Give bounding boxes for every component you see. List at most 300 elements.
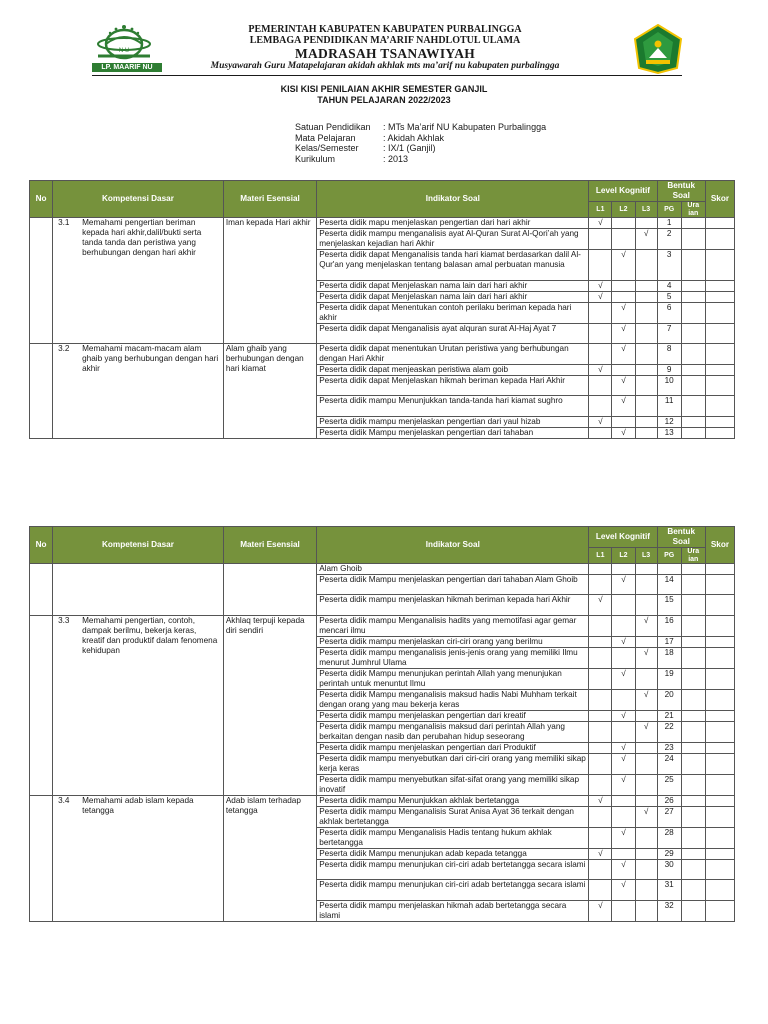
cell-indikator-soal: Peserta didik Mampu menjelaskan pengertian dari tahaban Alam Ghoib xyxy=(317,575,589,595)
cell-uraian xyxy=(681,615,705,636)
cell-level-l1: √ xyxy=(589,364,612,375)
cell-level-l1 xyxy=(589,880,612,900)
cell-level-l3 xyxy=(635,396,657,416)
letterhead-line-1: PEMERINTAH KABUPATEN KABUPATEN PURBALINGGA xyxy=(248,24,522,35)
cell-skor xyxy=(705,416,734,427)
cell-pg: 1 xyxy=(657,218,681,229)
cell-level-l3 xyxy=(635,427,657,438)
cell-level-l2: √ xyxy=(612,753,635,774)
cell-level-l2 xyxy=(612,689,635,710)
kd-text: Memahami macam-macam alam ghaib yang berhubungan dengan hari akhir xyxy=(82,343,219,373)
cell-materi-esensial: Adab islam terhadap tetangga xyxy=(223,795,316,921)
cell-level-l2: √ xyxy=(612,323,635,343)
cell-level-l3 xyxy=(635,323,657,343)
cell-pg: 13 xyxy=(657,427,681,438)
kisi-table xyxy=(29,526,735,922)
cell-uraian xyxy=(681,595,705,615)
cell-skor xyxy=(705,229,734,250)
header-uraian: Ura ian xyxy=(681,202,705,218)
cell-level-l3 xyxy=(635,774,657,795)
cell-uraian xyxy=(681,795,705,806)
cell-uraian xyxy=(681,774,705,795)
cell-skor xyxy=(705,291,734,302)
cell-no xyxy=(30,343,53,438)
cell-skor xyxy=(705,880,734,900)
header-l2: L2 xyxy=(612,548,635,564)
cell-level-l2 xyxy=(612,806,635,827)
kd-number: 3.1 xyxy=(58,218,70,227)
cell-indikator-soal: Peserta didik mampu menjelaskan pengertian dari Produktif xyxy=(317,742,589,753)
cell-uraian xyxy=(681,291,705,302)
cell-indikator-soal: Peserta didik mampu menunjukan ciri-ciri adab bertetangga secara islami xyxy=(317,880,589,900)
cell-level-l1 xyxy=(589,564,612,575)
cell-level-l2: √ xyxy=(612,827,635,848)
cell-level-l2: √ xyxy=(612,302,635,323)
cell-skor xyxy=(705,827,734,848)
cell-uraian xyxy=(681,753,705,774)
cell-indikator-soal: Peserta didik mampu menganalisis ayat Al-Quran Surat Al-Qori’ah yang menjelaskan kejadian hari Akhir xyxy=(317,229,589,250)
cell-pg: 7 xyxy=(657,323,681,343)
header-pg: PG xyxy=(657,202,681,218)
cell-level-l2: √ xyxy=(612,375,635,395)
table-row xyxy=(30,795,735,806)
table-row xyxy=(30,564,735,575)
cell-indikator-soal: Alam Ghoib xyxy=(317,564,589,575)
header-indikator-soal: Indikator Soal xyxy=(317,527,589,564)
cell-indikator-soal: Peserta didik dapat Menjelaskan nama lain dari hari akhir xyxy=(317,280,589,291)
cell-level-l2: √ xyxy=(612,575,635,595)
kd-wrap xyxy=(55,796,221,816)
cell-uraian xyxy=(681,880,705,900)
cell-level-l2: √ xyxy=(612,859,635,879)
cell-uraian xyxy=(681,636,705,647)
kd-wrap xyxy=(55,218,221,258)
header-pg: PG xyxy=(657,548,681,564)
cell-pg: 2 xyxy=(657,229,681,250)
cell-no xyxy=(30,564,53,616)
cell-skor xyxy=(705,721,734,742)
cell-pg: 27 xyxy=(657,806,681,827)
cell-uraian xyxy=(681,343,705,364)
cell-level-l3 xyxy=(635,364,657,375)
cell-level-l2 xyxy=(612,647,635,668)
cell-indikator-soal: Peserta didik mampu menjelaskan pengertian dari yaul hizab xyxy=(317,416,589,427)
cell-uraian xyxy=(681,721,705,742)
cell-indikator-soal: Peserta didik mampu Menunjukkan tanda-tanda hari kiamat sughro xyxy=(317,396,589,416)
cell-uraian xyxy=(681,742,705,753)
cell-level-l1: √ xyxy=(589,900,612,921)
cell-uraian xyxy=(681,427,705,438)
cell-skor xyxy=(705,710,734,721)
cell-level-l2 xyxy=(612,364,635,375)
cell-indikator-soal: Peserta didik mampu menjelaskan pengertian dari kreatif xyxy=(317,710,589,721)
document-header xyxy=(0,0,768,80)
identity-row xyxy=(295,143,546,154)
kemenag-logo-icon xyxy=(633,24,683,74)
cell-level-l2: √ xyxy=(612,396,635,416)
document-title xyxy=(0,84,768,106)
cell-uraian xyxy=(681,229,705,250)
cell-skor xyxy=(705,575,734,595)
header-l3: L3 xyxy=(635,202,657,218)
cell-pg: 4 xyxy=(657,280,681,291)
cell-uraian xyxy=(681,806,705,827)
identity-row xyxy=(295,154,546,165)
cell-level-l2 xyxy=(612,291,635,302)
cell-uraian xyxy=(681,250,705,281)
header-materi-esensial: Materi Esensial xyxy=(223,527,316,564)
cell-skor xyxy=(705,848,734,859)
header-indikator-soal: Indikator Soal xyxy=(317,181,589,218)
cell-level-l2 xyxy=(612,900,635,921)
cell-level-l2: √ xyxy=(612,668,635,689)
cell-pg: 18 xyxy=(657,647,681,668)
header-no: No xyxy=(30,527,53,564)
cell-uraian xyxy=(681,575,705,595)
cell-uraian xyxy=(681,302,705,323)
cell-level-l1 xyxy=(589,229,612,250)
cell-uraian xyxy=(681,218,705,229)
cell-level-l3 xyxy=(635,848,657,859)
cell-kompetensi-dasar xyxy=(53,615,224,795)
cell-uraian xyxy=(681,900,705,921)
cell-level-l3 xyxy=(635,575,657,595)
cell-kompetensi-dasar xyxy=(53,564,224,616)
cell-level-l3: √ xyxy=(635,615,657,636)
cell-level-l2 xyxy=(612,615,635,636)
identity-value: : Akidah Akhlak xyxy=(383,132,445,143)
cell-skor xyxy=(705,753,734,774)
kd-wrap xyxy=(55,616,221,656)
cell-pg: 11 xyxy=(657,396,681,416)
header-kompetensi-dasar: Kompetensi Dasar xyxy=(53,181,224,218)
cell-indikator-soal: Peserta didik mampu Menunjukkan akhlak bertetangga xyxy=(317,795,589,806)
cell-level-l2 xyxy=(612,218,635,229)
header-kompetensi-dasar: Kompetensi Dasar xyxy=(53,527,224,564)
identity-row xyxy=(295,122,546,133)
cell-level-l1 xyxy=(589,827,612,848)
cell-level-l1: √ xyxy=(589,795,612,806)
cell-uraian xyxy=(681,396,705,416)
table-row xyxy=(30,218,735,229)
cell-pg: 19 xyxy=(657,668,681,689)
cell-pg: 25 xyxy=(657,774,681,795)
cell-indikator-soal: Peserta didik mampu Menganalisis Hadis tentang hukum akhlak bertetangga xyxy=(317,827,589,848)
cell-pg xyxy=(657,564,681,575)
cell-skor xyxy=(705,302,734,323)
cell-level-l1 xyxy=(589,323,612,343)
cell-skor xyxy=(705,218,734,229)
cell-level-l3 xyxy=(635,343,657,364)
cell-uraian xyxy=(681,710,705,721)
cell-kompetensi-dasar xyxy=(53,343,224,438)
kd-text: Memahami pengertian beriman kepada hari akhir,dalil/bukti serta tanda tanda dan peristiwa yang berhubungan dengan hari akhir xyxy=(82,218,202,257)
cell-skor xyxy=(705,668,734,689)
cell-indikator-soal: Peserta didik mampu menyebutkan dari ciri-ciri orang yang memiliki sikap kerja keras xyxy=(317,753,589,774)
cell-indikator-soal: Peserta didik Mampu menunjukan perintah Allah yang menunjukan perintah untuk menuntut Ilmu xyxy=(317,668,589,689)
cell-skor xyxy=(705,364,734,375)
cell-level-l2 xyxy=(612,595,635,615)
letterhead-line-2: LEMBAGA PENDIDIKAN MA’ARIF NAHDLOTUL ULAMA xyxy=(249,35,521,46)
cell-level-l2: √ xyxy=(612,710,635,721)
cell-level-l2 xyxy=(612,564,635,575)
kd-number: 3.2 xyxy=(58,343,70,353)
cell-indikator-soal: Peserta didik dapat menentukan Urutan peristiwa yang berhubungan dengan Hari Akhir xyxy=(317,343,589,364)
letterhead-text xyxy=(180,24,590,72)
cell-skor xyxy=(705,250,734,281)
cell-level-l2 xyxy=(612,848,635,859)
cell-indikator-soal: Peserta didik Mampu menunjukan adab kepada tetangga xyxy=(317,848,589,859)
cell-level-l1: √ xyxy=(589,291,612,302)
header-l2: L2 xyxy=(612,202,635,218)
cell-no xyxy=(30,795,53,921)
cell-skor xyxy=(705,343,734,364)
header-l1: L1 xyxy=(589,202,612,218)
identity-label: Kelas/Semester xyxy=(295,143,359,153)
header-skor: Skor xyxy=(705,527,734,564)
cell-pg: 20 xyxy=(657,689,681,710)
cell-level-l3: √ xyxy=(635,721,657,742)
header-level-kognitif: Level Kognitif xyxy=(589,527,657,548)
header-l1: L1 xyxy=(589,548,612,564)
cell-level-l2: √ xyxy=(612,250,635,281)
cell-materi-esensial: Akhlaq terpuji kepada diri sendiri xyxy=(223,615,316,795)
cell-skor xyxy=(705,636,734,647)
cell-level-l3 xyxy=(635,900,657,921)
cell-level-l1: √ xyxy=(589,280,612,291)
cell-level-l3 xyxy=(635,280,657,291)
cell-skor xyxy=(705,806,734,827)
cell-level-l2: √ xyxy=(612,427,635,438)
cell-level-l1 xyxy=(589,753,612,774)
identity-label: Kurikulum xyxy=(295,153,336,164)
kisi-table xyxy=(29,180,735,439)
cell-skor xyxy=(705,774,734,795)
cell-pg: 21 xyxy=(657,710,681,721)
cell-uraian xyxy=(681,280,705,291)
cell-level-l3 xyxy=(635,880,657,900)
cell-level-l1 xyxy=(589,575,612,595)
cell-pg: 3 xyxy=(657,250,681,281)
cell-indikator-soal: Peserta didik mampu menyebutkan sifat-sifat orang yang memiliki sikap inovatif xyxy=(317,774,589,795)
cell-level-l3 xyxy=(635,250,657,281)
cell-pg: 9 xyxy=(657,364,681,375)
cell-level-l3 xyxy=(635,302,657,323)
letterhead-subtitle: Musyawarah Guru Matapelajaran akidah akhlak mts ma’arif nu kabupaten purbalingga xyxy=(210,61,560,71)
cell-uraian xyxy=(681,323,705,343)
cell-level-l3 xyxy=(635,564,657,575)
cell-level-l2 xyxy=(612,280,635,291)
cell-level-l1 xyxy=(589,636,612,647)
cell-uraian xyxy=(681,364,705,375)
identity-label: Satuan Pendidikan xyxy=(295,122,371,132)
cell-skor xyxy=(705,647,734,668)
cell-skor xyxy=(705,795,734,806)
cell-level-l1 xyxy=(589,689,612,710)
cell-pg: 12 xyxy=(657,416,681,427)
cell-level-l1 xyxy=(589,302,612,323)
cell-level-l3 xyxy=(635,827,657,848)
kd-wrap xyxy=(55,344,221,374)
cell-indikator-soal: Peserta didik mampu menganalisis jenis-jenis orang yang memiliki Ilmu menurut Jumhrul Ulama xyxy=(317,647,589,668)
header-bentuk-soal: Bentuk Soal xyxy=(657,527,705,548)
cell-indikator-soal: Peserta didik Mampu menjelaskan pengertian dari tahaban xyxy=(317,427,589,438)
cell-level-l2 xyxy=(612,721,635,742)
cell-pg: 32 xyxy=(657,900,681,921)
cell-indikator-soal: Peserta didik mampu Menganalisis Surat Anisa Ayat 36 terkait dengan akhlak bertetangga xyxy=(317,806,589,827)
identity-value: : IX/1 (Ganjil) xyxy=(383,143,436,153)
cell-indikator-soal: Peserta didik mampu Menganalisis hadits yang memotifasi agar gemar mencari ilmu xyxy=(317,615,589,636)
header-level-kognitif: Level Kognitif xyxy=(589,181,657,202)
cell-level-l3: √ xyxy=(635,647,657,668)
cell-level-l1 xyxy=(589,710,612,721)
cell-skor xyxy=(705,742,734,753)
cell-indikator-soal: Peserta didik dapat Menganalisis tanda hari kiamat berdasarkan dalil Al-Qur'an yang menjelaskan tentang balasan amal perbuatan manusia xyxy=(317,250,589,281)
cell-pg: 5 xyxy=(657,291,681,302)
cell-level-l1 xyxy=(589,806,612,827)
cell-level-l3 xyxy=(635,218,657,229)
cell-uraian xyxy=(681,375,705,395)
cell-skor xyxy=(705,615,734,636)
cell-level-l3 xyxy=(635,753,657,774)
cell-level-l3 xyxy=(635,710,657,721)
header-materi-esensial: Materi Esensial xyxy=(223,181,316,218)
cell-indikator-soal: Peserta didik dapat Menjelaskan hikmah beriman kepada Hari Akhir xyxy=(317,375,589,395)
cell-level-l1: √ xyxy=(589,848,612,859)
identity-label: Mata Pelajaran xyxy=(295,132,356,143)
cell-pg: 10 xyxy=(657,375,681,395)
cell-pg: 6 xyxy=(657,302,681,323)
nu-logo-label: LP. MAARIF NU xyxy=(92,63,162,72)
cell-indikator-soal: Peserta didik mampu menunjukan ciri-ciri adab bertetangga secara islami xyxy=(317,859,589,879)
cell-no xyxy=(30,615,53,795)
cell-skor xyxy=(705,595,734,615)
cell-level-l1 xyxy=(589,742,612,753)
cell-indikator-soal: Peserta didik dapat menjeaskan peristiwa alam goib xyxy=(317,364,589,375)
cell-uraian xyxy=(681,827,705,848)
cell-level-l3: √ xyxy=(635,806,657,827)
cell-level-l1 xyxy=(589,250,612,281)
kd-text: Memahami adab islam kepada tetangga xyxy=(82,795,194,815)
identity-value: : 2013 xyxy=(383,153,409,164)
table-row xyxy=(30,615,735,636)
cell-indikator-soal: Peserta didik dapat Menjelaskan nama lain dari hari akhir xyxy=(317,291,589,302)
cell-level-l3 xyxy=(635,668,657,689)
cell-level-l1 xyxy=(589,647,612,668)
cell-level-l2: √ xyxy=(612,742,635,753)
cell-pg: 14 xyxy=(657,575,681,595)
cell-level-l2: √ xyxy=(612,774,635,795)
cell-level-l3 xyxy=(635,375,657,395)
header-skor: Skor xyxy=(705,181,734,218)
cell-pg: 16 xyxy=(657,615,681,636)
cell-materi-esensial: Iman kepada Hari akhir xyxy=(223,218,316,344)
cell-level-l2 xyxy=(612,795,635,806)
cell-level-l1 xyxy=(589,343,612,364)
cell-level-l2: √ xyxy=(612,636,635,647)
letterhead-school-name: MADRASAH TSANAWIYAH xyxy=(294,46,476,61)
identity-block xyxy=(295,122,546,164)
cell-skor xyxy=(705,396,734,416)
cell-indikator-soal: Peserta didik mampu menjelaskan hikmah beriman kepada hari Akhir xyxy=(317,595,589,615)
cell-pg: 31 xyxy=(657,880,681,900)
cell-kompetensi-dasar xyxy=(53,795,224,921)
header-no: No xyxy=(30,181,53,218)
cell-level-l3 xyxy=(635,291,657,302)
cell-indikator-soal: Peserta didik dapat Menganalisis ayat alquran surat Al-Haj Ayat 7 xyxy=(317,323,589,343)
cell-uraian xyxy=(681,848,705,859)
cell-level-l1 xyxy=(589,774,612,795)
cell-level-l1: √ xyxy=(589,416,612,427)
cell-kompetensi-dasar xyxy=(53,218,224,344)
cell-pg: 23 xyxy=(657,742,681,753)
kd-number: 3.4 xyxy=(58,795,70,805)
cell-level-l1 xyxy=(589,396,612,416)
cell-level-l2: √ xyxy=(612,343,635,364)
cell-pg: 8 xyxy=(657,343,681,364)
cell-level-l1 xyxy=(589,859,612,879)
cell-level-l1 xyxy=(589,427,612,438)
cell-level-l1 xyxy=(589,721,612,742)
cell-skor xyxy=(705,323,734,343)
header-bentuk-soal: Bentuk Soal xyxy=(657,181,705,202)
cell-indikator-soal: Peserta didik mampu menjelaskan ciri-ciri orang yang berilmu xyxy=(317,636,589,647)
svg-text:N U: N U xyxy=(118,48,130,54)
title-line-2: TAHUN PELAJARAN 2022/2023 xyxy=(317,95,451,105)
cell-skor xyxy=(705,375,734,395)
cell-uraian xyxy=(681,859,705,879)
cell-skor xyxy=(705,564,734,575)
cell-pg: 24 xyxy=(657,753,681,774)
cell-pg: 22 xyxy=(657,721,681,742)
table-row xyxy=(30,343,735,364)
cell-skor xyxy=(705,900,734,921)
cell-level-l3: √ xyxy=(635,689,657,710)
cell-pg: 28 xyxy=(657,827,681,848)
cell-level-l2 xyxy=(612,416,635,427)
letterhead-rule xyxy=(92,75,682,76)
cell-level-l3: √ xyxy=(635,229,657,250)
cell-level-l3 xyxy=(635,859,657,879)
cell-no xyxy=(30,218,53,344)
cell-skor xyxy=(705,689,734,710)
cell-indikator-soal: Peserta didik mampu menganalisis maksud dari perintah Allah yang berkaitan dengan nasib dan perubahan hidup seseorang xyxy=(317,721,589,742)
cell-uraian xyxy=(681,647,705,668)
cell-level-l1: √ xyxy=(589,218,612,229)
cell-skor xyxy=(705,427,734,438)
title-line-1: KISI KISI PENILAIAN AKHIR SEMESTER GANJIL xyxy=(280,84,488,94)
cell-skor xyxy=(705,859,734,879)
cell-pg: 17 xyxy=(657,636,681,647)
cell-pg: 26 xyxy=(657,795,681,806)
cell-indikator-soal: Peserta didik mampu menjelaskan hikmah adab bertetangga secara islami xyxy=(317,900,589,921)
cell-uraian xyxy=(681,564,705,575)
cell-level-l3 xyxy=(635,416,657,427)
cell-pg: 15 xyxy=(657,595,681,615)
cell-level-l3 xyxy=(635,742,657,753)
cell-indikator-soal: Peserta didik Mampu menganalisis maksud hadis Nabi Muhham terkait dengan orang yang mau bekerja keras xyxy=(317,689,589,710)
cell-level-l3 xyxy=(635,595,657,615)
cell-materi-esensial: Alam ghaib yang berhubungan dengan hari kiamat xyxy=(223,343,316,438)
identity-value: : MTs Ma’arif NU Kabupaten Purbalingga xyxy=(383,122,547,132)
cell-level-l3 xyxy=(635,636,657,647)
kd-text: Memahami pengertian, contoh, dampak berilmu, bekerja keras, kreatif dan produktif dalam fenomena kehidupan xyxy=(82,615,218,655)
cell-pg: 29 xyxy=(657,848,681,859)
identity-row xyxy=(295,133,546,144)
cell-indikator-soal: Peserta didik mapu menjelaskan pengertian dari hari akhir xyxy=(317,218,589,229)
cell-level-l1 xyxy=(589,668,612,689)
cell-skor xyxy=(705,280,734,291)
